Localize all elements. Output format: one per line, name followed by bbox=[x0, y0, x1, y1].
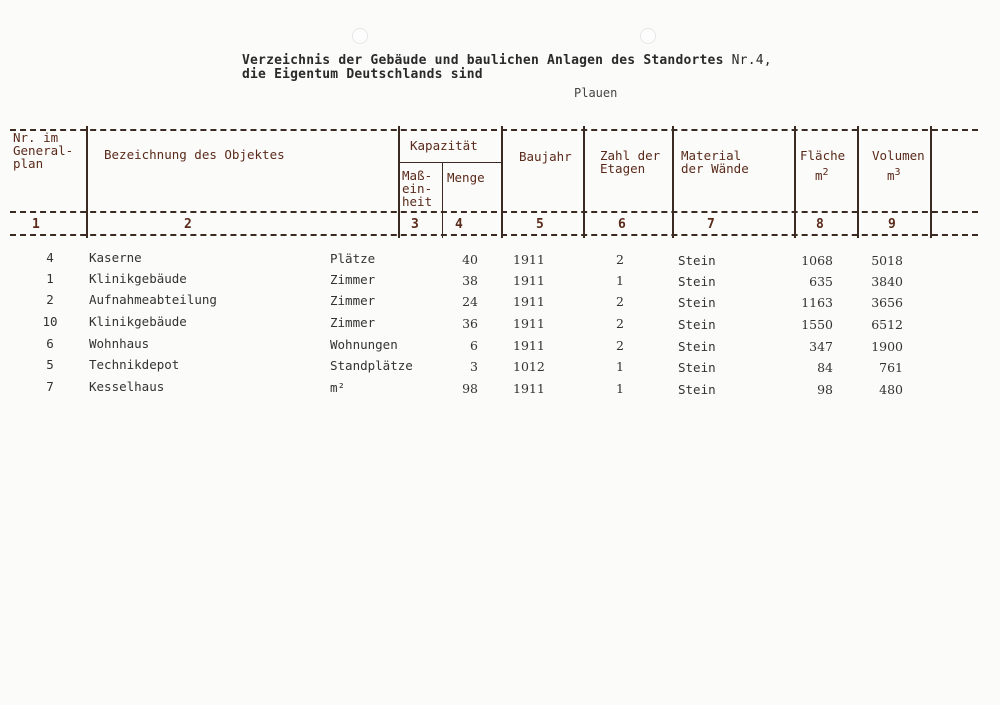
site-number: Nr.4, bbox=[731, 53, 772, 68]
column-number-4: 4 bbox=[455, 217, 463, 232]
col-divider-6 bbox=[672, 126, 674, 238]
row-floors: 1 bbox=[616, 273, 624, 288]
row-year: 1911 bbox=[513, 316, 545, 331]
row-volume: 5018 bbox=[871, 253, 903, 268]
row-area: 347 bbox=[809, 339, 833, 354]
header-col8 bbox=[800, 149, 845, 182]
table-top-rule bbox=[10, 129, 978, 131]
header-col9-unit: $m^3$ bbox=[887, 167, 901, 184]
row-floors: 2 bbox=[616, 316, 624, 331]
row-qty: 38 bbox=[462, 273, 478, 288]
row-material: Stein bbox=[678, 295, 716, 310]
header-col9-line1: Volumen bbox=[872, 148, 925, 163]
row-unit: m² bbox=[330, 380, 346, 395]
row-area: 1068 bbox=[801, 253, 833, 268]
row-unit: Wohnungen bbox=[330, 337, 398, 352]
row-nr: 6 bbox=[46, 336, 54, 351]
document-title-line2: die Eigentum Deutschlands sind bbox=[242, 67, 483, 82]
col-divider-4 bbox=[501, 126, 503, 238]
kapazitaet-divider bbox=[400, 162, 502, 163]
row-qty: 6 bbox=[470, 338, 478, 353]
row-name: Aufnahmeabteilung bbox=[89, 292, 217, 307]
col-divider-2 bbox=[398, 126, 400, 238]
punch-hole-left bbox=[352, 28, 368, 44]
header-col7-line2: der Wände bbox=[681, 161, 749, 176]
row-floors: 2 bbox=[616, 338, 624, 353]
row-name: Technikdepot bbox=[89, 357, 180, 372]
header-col3 bbox=[402, 169, 432, 208]
header-col8-line1: Fläche bbox=[800, 148, 846, 163]
row-area: 84 bbox=[817, 360, 833, 375]
header-col1-line2: General- bbox=[13, 143, 74, 158]
header-col5: Baujahr bbox=[519, 149, 572, 164]
column-number-7: 7 bbox=[707, 217, 715, 232]
header-col6 bbox=[600, 149, 660, 175]
column-number-6: 6 bbox=[618, 217, 626, 232]
row-year: 1911 bbox=[513, 338, 545, 353]
row-name: Klinikgebäude bbox=[89, 314, 187, 329]
row-nr: 5 bbox=[46, 357, 54, 372]
row-floors: 2 bbox=[616, 252, 624, 267]
row-material: Stein bbox=[678, 253, 716, 268]
column-number-3: 3 bbox=[411, 217, 419, 232]
row-area: 635 bbox=[809, 274, 833, 289]
col-divider-9 bbox=[930, 126, 932, 238]
row-nr: 2 bbox=[46, 292, 54, 307]
row-area: 98 bbox=[817, 382, 833, 397]
row-material: Stein bbox=[678, 382, 716, 397]
row-volume: 480 bbox=[879, 382, 903, 397]
column-number-2: 2 bbox=[184, 217, 192, 232]
header-col4: Menge bbox=[447, 170, 485, 185]
row-qty: 3 bbox=[470, 359, 478, 374]
col-divider-3 bbox=[442, 162, 443, 238]
header-col1-line3: plan bbox=[13, 156, 44, 171]
col-divider-7 bbox=[794, 126, 796, 238]
header-col3-line3: heit bbox=[402, 194, 433, 209]
document-title-line1 bbox=[242, 53, 772, 68]
row-material: Stein bbox=[678, 274, 716, 289]
column-number-9: 9 bbox=[888, 217, 896, 232]
column-number-5: 5 bbox=[536, 217, 544, 232]
row-qty: 24 bbox=[462, 294, 478, 309]
row-volume: 6512 bbox=[871, 317, 903, 332]
header-col6-line1: Zahl der bbox=[600, 148, 661, 163]
row-nr: 7 bbox=[46, 379, 54, 394]
col-divider-5 bbox=[583, 126, 585, 238]
header-col7-line1: Material bbox=[681, 148, 742, 163]
header-col1 bbox=[13, 131, 73, 170]
column-number-rule bbox=[10, 234, 978, 236]
column-number-1: 1 bbox=[32, 217, 40, 232]
header-col9 bbox=[872, 149, 925, 182]
row-qty: 98 bbox=[462, 381, 478, 396]
row-material: Stein bbox=[678, 360, 716, 375]
row-nr: 4 bbox=[46, 250, 54, 265]
header-bottom-rule bbox=[10, 211, 978, 213]
header-col3-line2: ein- bbox=[402, 181, 433, 196]
row-year: 1911 bbox=[513, 252, 545, 267]
row-year: 1911 bbox=[513, 273, 545, 288]
row-year: 1911 bbox=[513, 294, 545, 309]
row-qty: 36 bbox=[462, 316, 478, 331]
row-floors: 2 bbox=[616, 294, 624, 309]
row-floors: 1 bbox=[616, 359, 624, 374]
row-unit: Plätze bbox=[330, 251, 376, 266]
col-divider-8 bbox=[857, 126, 859, 238]
row-year: 1911 bbox=[513, 381, 545, 396]
row-nr: 1 bbox=[46, 271, 54, 286]
row-year: 1012 bbox=[513, 359, 545, 374]
punch-hole-right bbox=[640, 28, 656, 44]
row-unit: Zimmer bbox=[330, 272, 376, 287]
header-col2: Bezeichnung des Objektes bbox=[104, 147, 285, 162]
row-name: Kesselhaus bbox=[89, 379, 165, 394]
header-kapazitaet: Kapazität bbox=[410, 138, 478, 153]
row-name: Wohnhaus bbox=[89, 336, 150, 351]
header-col6-line2: Etagen bbox=[600, 161, 646, 176]
row-unit: Standplätze bbox=[330, 358, 413, 373]
row-name: Kaserne bbox=[89, 250, 142, 265]
row-volume: 1900 bbox=[871, 339, 903, 354]
row-name: Klinikgebäude bbox=[89, 271, 187, 286]
title-text: Verzeichnis der Gebäude und baulichen Anlagen des Standortes bbox=[242, 53, 724, 68]
row-area: 1550 bbox=[801, 317, 833, 332]
row-qty: 40 bbox=[462, 252, 478, 267]
row-unit: Zimmer bbox=[330, 293, 376, 308]
row-volume: 3840 bbox=[871, 274, 903, 289]
row-volume: 3656 bbox=[871, 295, 903, 310]
row-area: 1163 bbox=[801, 295, 833, 310]
col-divider-1 bbox=[86, 126, 88, 238]
row-nr: 10 bbox=[42, 314, 58, 329]
header-col8-unit: $m^2$ bbox=[815, 167, 829, 184]
header-col3-line1: Maß- bbox=[402, 168, 433, 183]
row-unit: Zimmer bbox=[330, 315, 376, 330]
row-floors: 1 bbox=[616, 381, 624, 396]
row-material: Stein bbox=[678, 339, 716, 354]
location-name: Plauen bbox=[574, 86, 618, 100]
header-col7 bbox=[681, 149, 749, 175]
row-volume: 761 bbox=[879, 360, 903, 375]
row-material: Stein bbox=[678, 317, 716, 332]
header-col1-line1: Nr. im bbox=[13, 130, 59, 145]
column-number-8: 8 bbox=[816, 217, 824, 232]
